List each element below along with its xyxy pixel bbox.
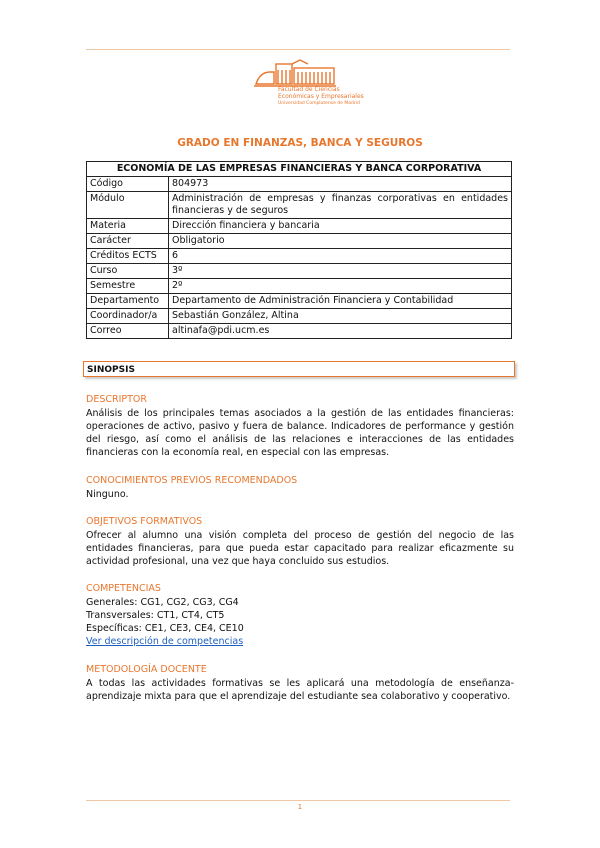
objectives-heading: OBJETIVOS FORMATIVOS <box>86 516 203 527</box>
row-key: Departamento <box>87 294 169 309</box>
descriptor-text: Análisis de los principales temas asociados a la gestión de las entidades financieras: operaciones de activo, pasivo y fuera de balance. Indicadores de performance y gestión del riesgo, así como el análisis de las relaciones e interacciones de las entidades financieras con la economía real, en especial con las empresas. <box>86 408 514 458</box>
row-value: 6 <box>169 249 512 264</box>
methodology-section <box>86 663 514 703</box>
row-value: Sebastián González, Altina <box>169 309 512 324</box>
degree-title: GRADO EN FINANZAS, BANCA Y SEGUROS <box>177 137 423 149</box>
table-heading-row <box>87 162 512 177</box>
objectives-text: Ofrecer al alumno una visión completa del proceso de gestión del negocio de las entidades financieras, para que pueda estar capacitado para realizar eficazmente su actividad profesional, una vez que haya concluido sus estudios. <box>86 530 514 567</box>
methodology-heading: METODOLOGÍA DOCENTE <box>86 664 207 675</box>
table-row <box>87 177 512 192</box>
table-row <box>87 234 512 249</box>
row-key: Materia <box>87 219 169 234</box>
sinopsis-header: SINOPSIS <box>83 361 515 377</box>
row-value: Departamento de Administración Financiera y Contabilidad <box>169 294 512 309</box>
table-row <box>87 249 512 264</box>
competencies-link[interactable]: Ver descripción de competencias <box>86 636 244 647</box>
methodology-text: A todas las actividades formativas se les aplicará una metodología de enseñanza-aprendizaje mixta para que el aprendizaje del estudiante sea colaborativo y cooperativo. <box>86 678 514 702</box>
descriptor-heading: DESCRIPTOR <box>86 394 147 405</box>
table-row <box>87 219 512 234</box>
competencies-heading: COMPETENCIAS <box>86 583 161 594</box>
competencies-transversal: Transversales: CT1, CT4, CT5 <box>86 610 225 621</box>
footer-divider <box>86 800 510 801</box>
course-title: ECONOMÍA DE LAS EMPRESAS FINANCIERAS Y BANCA CORPORATIVA <box>87 162 512 177</box>
row-value: Obligatorio <box>169 234 512 249</box>
row-value: Administración de empresas y finanzas corporativas en entidades financieras y de seguros <box>169 192 512 219</box>
row-value: Dirección financiera y bancaria <box>169 219 512 234</box>
row-key: Créditos ECTS <box>87 249 169 264</box>
row-key: Coordinador/a <box>87 309 169 324</box>
table-row <box>87 324 512 339</box>
logo-text <box>278 86 364 107</box>
table-row <box>87 294 512 309</box>
table-row <box>87 279 512 294</box>
logo-line-3: Universidad Complutense de Madrid <box>278 101 360 106</box>
row-key: Correo <box>87 324 169 339</box>
descriptor-section <box>86 393 514 459</box>
row-key: Código <box>87 177 169 192</box>
page-number: 1 <box>297 803 303 811</box>
table-row <box>87 192 512 219</box>
competencies-section <box>86 582 514 648</box>
prerequisites-section <box>86 474 514 501</box>
row-value: 2º <box>169 279 512 294</box>
row-value: altinafa@pdi.ucm.es <box>169 324 512 339</box>
competencies-specific: Específicas: CE1, CE3, CE4, CE10 <box>86 623 244 634</box>
objectives-section <box>86 515 514 568</box>
header-divider <box>86 49 510 50</box>
row-key: Curso <box>87 264 169 279</box>
table-row <box>87 309 512 324</box>
logo-line-2: Económicas y Empresariales <box>278 93 364 100</box>
competencies-general: Generales: CG1, CG2, CG3, CG4 <box>86 597 239 608</box>
prerequisites-heading: CONOCIMIENTOS PREVIOS RECOMENDADOS <box>86 475 298 486</box>
table-row <box>87 264 512 279</box>
prerequisites-text: Ninguno. <box>86 489 129 500</box>
row-value: 3º <box>169 264 512 279</box>
row-key: Módulo <box>87 192 169 219</box>
logo-line-1: Facultad de Ciencias <box>278 86 340 93</box>
row-key: Semestre <box>87 279 169 294</box>
course-info-table <box>86 161 512 339</box>
row-value: 804973 <box>169 177 512 192</box>
row-key: Carácter <box>87 234 169 249</box>
